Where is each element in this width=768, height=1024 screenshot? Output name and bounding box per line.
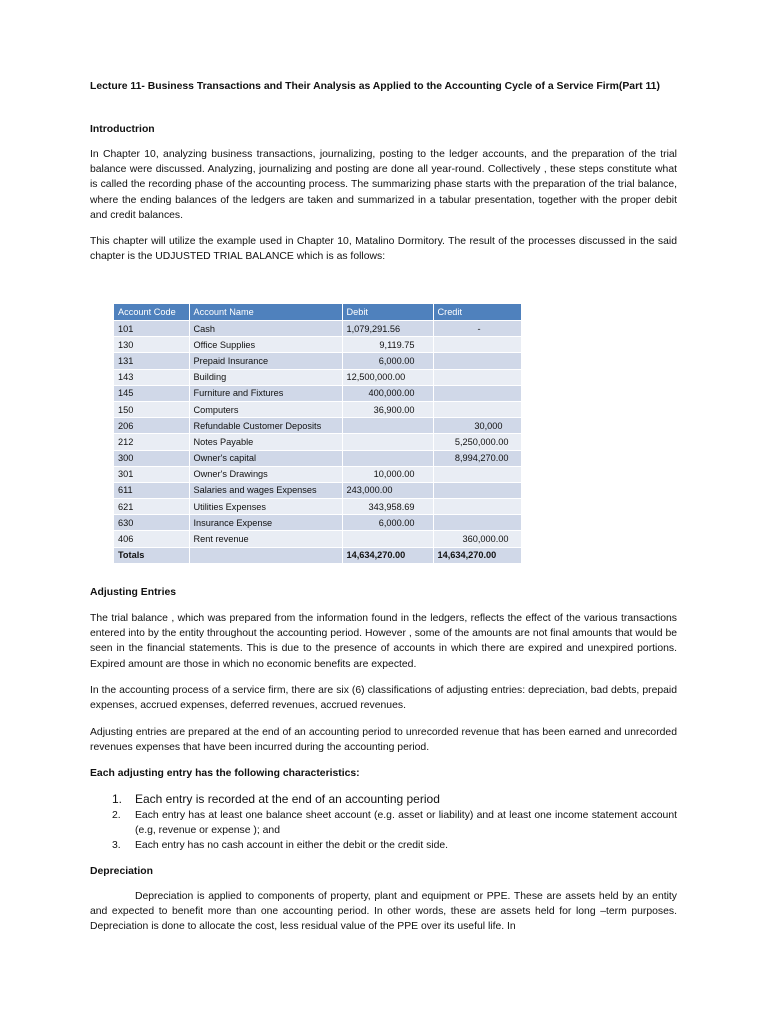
- debit-value: 6,000.00: [342, 353, 433, 369]
- credit-value: 5,250,000.00: [433, 434, 521, 450]
- table-row: [114, 515, 521, 531]
- credit-value: 8,994,270.00: [433, 450, 521, 466]
- table-row: [114, 369, 521, 385]
- account-code: 630: [114, 515, 189, 531]
- characteristics-list: [90, 791, 677, 854]
- credit-value: [433, 369, 521, 385]
- table-row: [114, 321, 521, 337]
- account-name: Building: [189, 369, 342, 385]
- table-row: [114, 353, 521, 369]
- header-account-code: Account Code: [114, 304, 189, 321]
- account-code: 621: [114, 499, 189, 515]
- table-row: [114, 385, 521, 401]
- account-code: 406: [114, 531, 189, 547]
- depreciation-paragraph: Depreciation is applied to components of property, plant and equipment or PPE. These are assets held by an entity and expected to benefit more than one accounting period. In other words, these are assets held for long –term purposes. Depreciation is done to allocate the cost, less residual value of the PPE over its useful life. In: [90, 891, 677, 933]
- adjusting-entries-heading: Adjusting Entries: [90, 587, 177, 598]
- table-row: [114, 499, 521, 515]
- debit-value: [342, 531, 433, 547]
- account-code: 301: [114, 466, 189, 482]
- list-number: 1.: [112, 792, 123, 806]
- totals-debit: 14,634,270.00: [342, 547, 433, 563]
- debit-value: 36,900.00: [342, 401, 433, 417]
- intro-paragraph-1: In Chapter 10, analyzing business transactions, journalizing, posting to the ledger accounts, and the preparation of the trial balance were discussed. Analyzing, journalizing and posting are done all year-round. Collectively , these steps constitute what is called the recording phase of the accounting process. The summarizing phase starts with the preparation of the trial balance, where the ending balances of the ledgers are taken and summarized in a tabular presentation, together with the proper debit and credit balances.: [90, 149, 677, 221]
- account-code: 611: [114, 482, 189, 498]
- credit-value: [433, 482, 521, 498]
- debit-value: [342, 418, 433, 434]
- account-name: Computers: [189, 401, 342, 417]
- table-row: [114, 337, 521, 353]
- debit-value: 9,119.75: [342, 337, 433, 353]
- list-text: Each entry has at least one balance sheet account (e.g. asset or liability) and at least one income statement account (e.g, revenue or expense ); and: [135, 810, 677, 837]
- list-number: 3.: [112, 840, 121, 852]
- debit-value: [342, 450, 433, 466]
- totals-empty: [189, 547, 342, 563]
- credit-value: [433, 515, 521, 531]
- list-text: Each entry is recorded at the end of an accounting period: [135, 792, 440, 806]
- credit-value: [433, 353, 521, 369]
- account-name: Owner's capital: [189, 450, 342, 466]
- credit-value: [433, 401, 521, 417]
- document-title: Lecture 11- Business Transactions and Their Analysis as Applied to the Accounting Cycle of a Service Firm(Part 11): [90, 81, 660, 92]
- credit-value: [433, 337, 521, 353]
- trial-balance-table: [114, 304, 521, 564]
- account-name: Cash: [189, 321, 342, 337]
- characteristics-heading: Each adjusting entry has the following characteristics:: [90, 768, 360, 779]
- account-code: 130: [114, 337, 189, 353]
- account-name: Furniture and Fixtures: [189, 385, 342, 401]
- account-name: Utilities Expenses: [189, 499, 342, 515]
- table-row: [114, 401, 521, 417]
- header-account-name: Account Name: [189, 304, 342, 321]
- account-code: 101: [114, 321, 189, 337]
- credit-value: [433, 499, 521, 515]
- table-row: [114, 482, 521, 498]
- account-code: 212: [114, 434, 189, 450]
- table-row: [114, 418, 521, 434]
- depreciation-heading: Depreciation: [90, 866, 153, 877]
- debit-value: 400,000.00: [342, 385, 433, 401]
- credit-value: [433, 385, 521, 401]
- intro-heading: Introductrion: [90, 124, 155, 135]
- debit-value: 343,958.69: [342, 499, 433, 515]
- account-name: Salaries and wages Expenses: [189, 482, 342, 498]
- debit-value: 1,079,291.56: [342, 321, 433, 337]
- list-item: [90, 838, 677, 853]
- account-code: 145: [114, 385, 189, 401]
- debit-value: 6,000.00: [342, 515, 433, 531]
- account-name: Insurance Expense: [189, 515, 342, 531]
- table-header-row: [114, 304, 521, 321]
- account-code: 150: [114, 401, 189, 417]
- account-code: 300: [114, 450, 189, 466]
- table-row: [114, 466, 521, 482]
- list-item: [90, 791, 677, 808]
- header-debit: Debit: [342, 304, 433, 321]
- debit-value: 10,000.00: [342, 466, 433, 482]
- debit-value: [342, 434, 433, 450]
- list-item: [90, 808, 677, 838]
- account-code: 143: [114, 369, 189, 385]
- account-name: Prepaid Insurance: [189, 353, 342, 369]
- account-name: Rent revenue: [189, 531, 342, 547]
- account-name: Owner's Drawings: [189, 466, 342, 482]
- adjusting-paragraph-3: Adjusting entries are prepared at the end of an accounting period to unrecorded revenue that has been earned and unrecorded revenues expenses that have been incurred during the accounting period.: [90, 727, 677, 754]
- list-number: 2.: [112, 810, 121, 821]
- adjusting-paragraph-1: The trial balance , which was prepared from the information found in the ledgers, reflects the effect of the various transactions entered into by the entity throughout the accounting period. However , some of the amounts are not final amounts that would be seen in the financial statements. This is due to the presence of accounts in which there are expired and unexpired portions. Expired amount are those in which no economic benefits are expected.: [90, 613, 677, 670]
- account-code: 131: [114, 353, 189, 369]
- totals-label: Totals: [114, 547, 189, 563]
- debit-value: 12,500,000.00: [342, 369, 433, 385]
- credit-value: 30,000: [433, 418, 521, 434]
- account-name: Office Supplies: [189, 337, 342, 353]
- table-row: [114, 434, 521, 450]
- header-credit: Credit: [433, 304, 521, 321]
- credit-value: [433, 466, 521, 482]
- adjusting-paragraph-2: In the accounting process of a service firm, there are six (6) classifications of adjusting entries: depreciation, bad debts, prepaid expenses, accrued expenses, deferred revenues, accrued revenues.: [90, 685, 677, 712]
- table-row: [114, 450, 521, 466]
- account-name: Notes Payable: [189, 434, 342, 450]
- intro-paragraph-2: This chapter will utilize the example used in Chapter 10, Matalino Dormitory. The result of the processes discussed in the said chapter is the UDJUSTED TRIAL BALANCE which is as follows:: [90, 236, 677, 263]
- totals-row: [114, 547, 521, 563]
- totals-credit: 14,634,270.00: [433, 547, 521, 563]
- table-row: [114, 531, 521, 547]
- list-text: Each entry has no cash account in either the debit or the credit side.: [135, 840, 449, 852]
- credit-value: 360,000.00: [433, 531, 521, 547]
- credit-value: -: [433, 321, 521, 337]
- account-name: Refundable Customer Deposits: [189, 418, 342, 434]
- account-code: 206: [114, 418, 189, 434]
- debit-value: 243,000.00: [342, 482, 433, 498]
